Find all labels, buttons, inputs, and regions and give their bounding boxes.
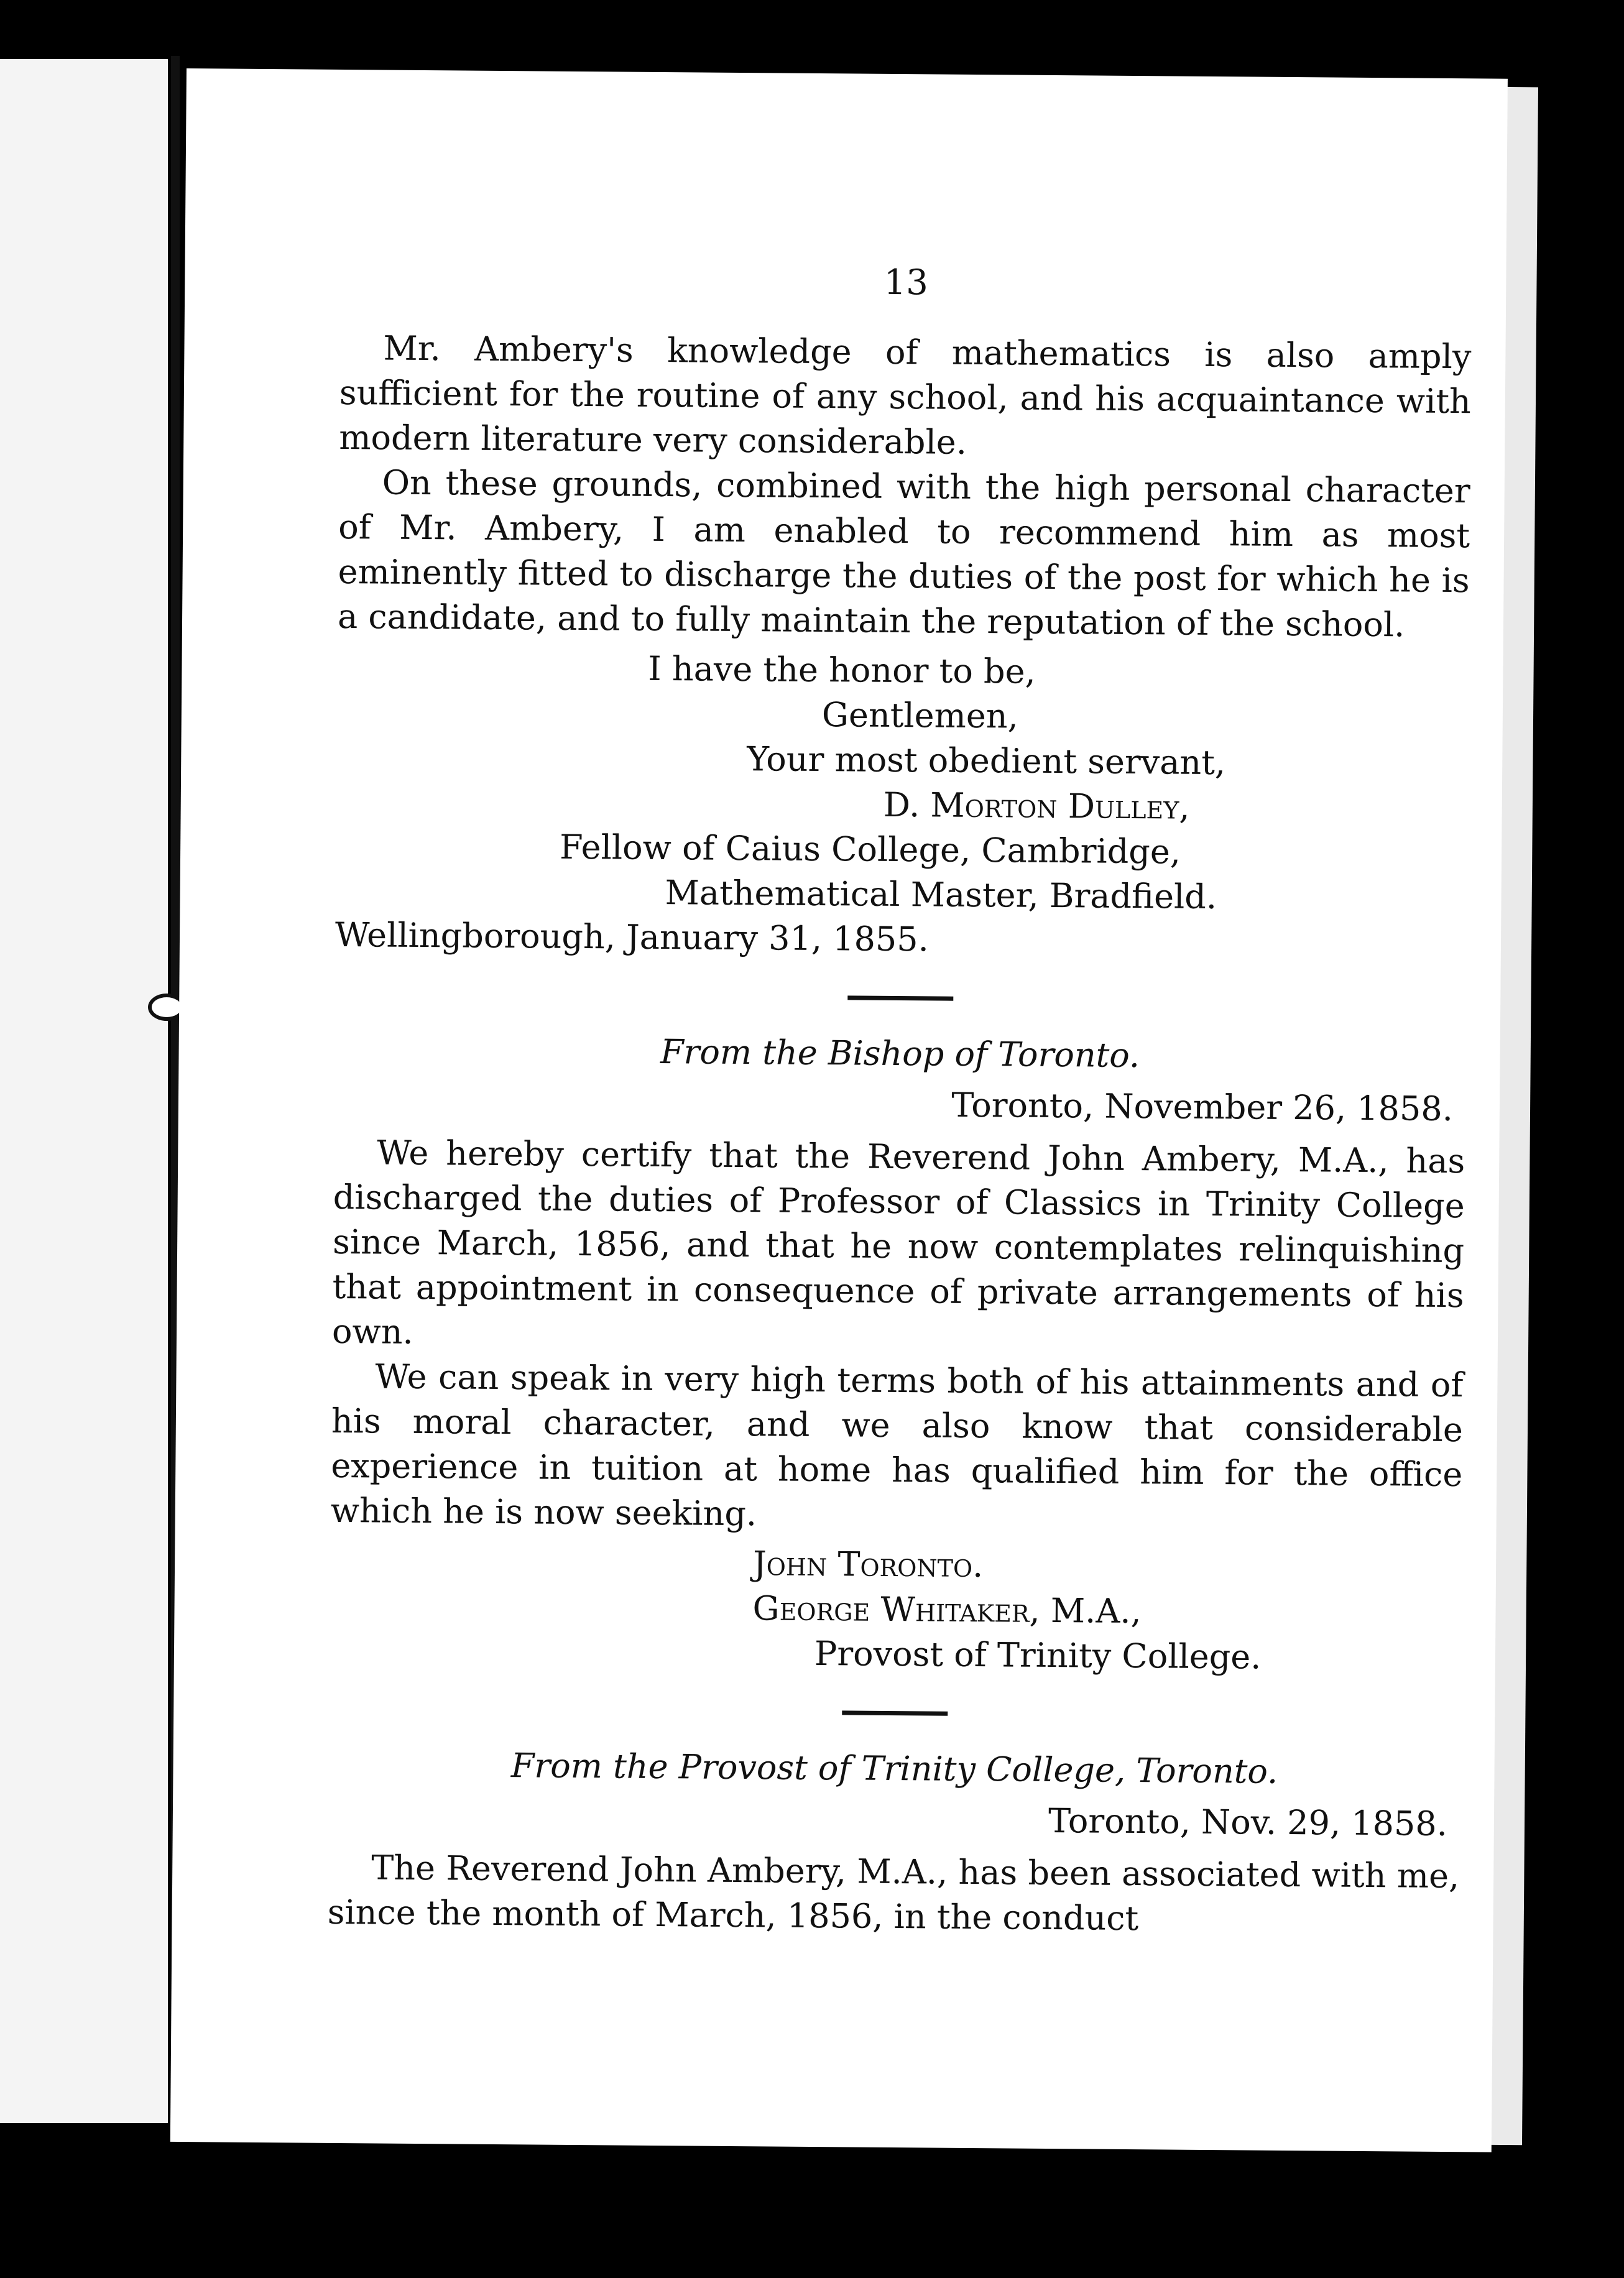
signature-title: Provost of Trinity College. [814,1634,1262,1677]
paragraph: We hereby certify that the Reverend John Ambery, M.A., has discharged the duties of Professor of Classics in Trinity College since March, 1856, and that he now contemplates relinquishing that appointment in consequence of private arrangements of his own. [331,1133,1465,1352]
paragraph: The Reverend John Ambery, M.A., has been associated with me, since the month of March, 1856, in the conduct [327,1848,1460,1939]
letter-date: Wellingborough, January 31, 1855. [334,915,930,959]
signature: John Toronto. [752,1544,984,1585]
letter-heading: From the Provost of Trinity College, Toronto. [510,1746,1278,1791]
letter-dateline: Toronto, November 26, 1858. [951,1085,1454,1129]
book-page [170,68,1508,2152]
closing-line: Your most obedient servant, [747,739,1226,783]
section-divider [842,1710,948,1715]
signature-title: Fellow of Caius College, Cambridge, [559,827,1181,872]
page-text [327,256,1472,1944]
closing-line: Gentlemen, [821,695,1019,736]
letter-heading: From the Bishop of Toronto. [660,1032,1140,1076]
letter-signatures [330,1538,1462,1681]
paragraph: On these grounds, combined with the high personal character of Mr. Ambery, I am enabled to recommend him as most eminently fitted to discharge the duties of the post for which he is a candidate, and to fully maintain the reputation of the school. [337,463,1470,645]
letter-closing [335,644,1469,966]
section-divider [847,995,953,1000]
paragraph: We can speak in very high terms both of his attainments and of his moral character, and we also know that considerable experience in tuition at home has qualified him for the office which he is now seeking. [330,1357,1464,1534]
letter-dateline: Toronto, Nov. 29, 1858. [1048,1801,1448,1844]
paragraph: Mr. Ambery's knowledge of mathematics is also amply sufficient for the routine of any school, and his acquaintance with modern literature very considerable. [339,328,1472,462]
page-number: 13 [884,262,929,303]
signature: George Whitaker, M.A., [752,1589,1142,1631]
signature-title: Mathematical Master, Bradfield. [665,873,1217,917]
facing-page [0,59,168,2123]
signature: D. Morton Dulley, [883,785,1190,827]
closing-line: I have the honor to be, [648,648,1036,691]
